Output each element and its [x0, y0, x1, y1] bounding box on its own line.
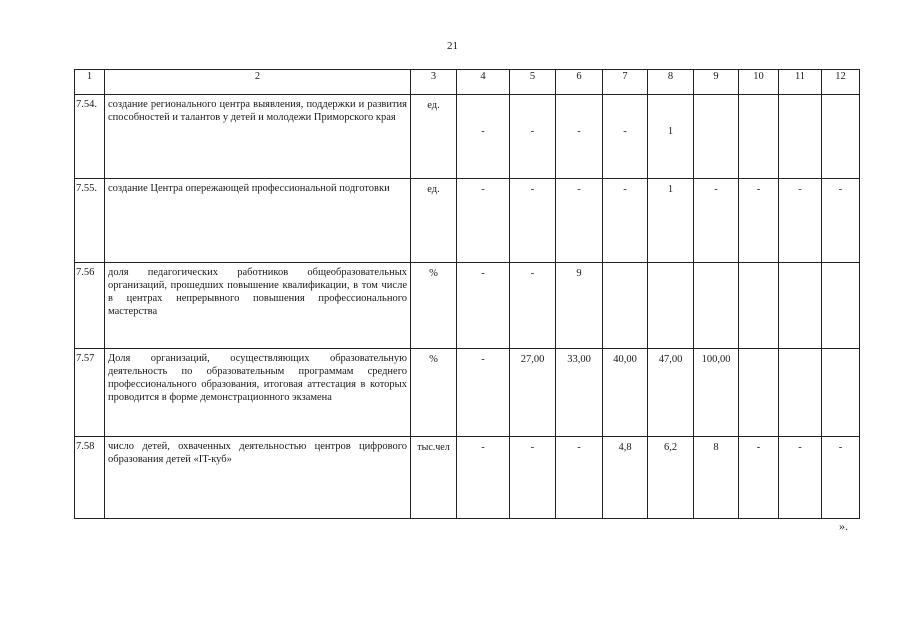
- unit-cell: ед.: [411, 179, 457, 263]
- value-cell: 1: [648, 95, 694, 179]
- row-number: 7.56: [75, 263, 105, 349]
- indicator-name: число детей, охваченных деятельностью центров цифрового образования детей «IT-куб»: [105, 437, 411, 519]
- column-header: 6: [556, 70, 603, 95]
- unit-cell: %: [411, 349, 457, 437]
- row-number: 7.55.: [75, 179, 105, 263]
- table-row: [75, 263, 860, 349]
- table-row: [75, 179, 860, 263]
- value-cell: -: [556, 437, 603, 519]
- value-cell: [739, 263, 779, 349]
- value-cell: -: [779, 179, 822, 263]
- value-cell: 1: [648, 179, 694, 263]
- table-row: [75, 349, 860, 437]
- table-header-row: [75, 70, 860, 95]
- value-cell: [822, 349, 860, 437]
- value-cell: -: [556, 179, 603, 263]
- value-cell: -: [556, 95, 603, 179]
- value-cell: -: [457, 437, 510, 519]
- value-cell: -: [822, 437, 860, 519]
- unit-cell: %: [411, 263, 457, 349]
- value-cell: 8: [694, 437, 739, 519]
- value-cell: 33,00: [556, 349, 603, 437]
- row-number: 7.58: [75, 437, 105, 519]
- value-cell: -: [457, 179, 510, 263]
- value-cell: 47,00: [648, 349, 694, 437]
- value-cell: -: [603, 95, 648, 179]
- value-cell: -: [510, 95, 556, 179]
- value-cell: -: [739, 437, 779, 519]
- column-header: 2: [105, 70, 411, 95]
- value-cell: 9: [556, 263, 603, 349]
- value-cell: [779, 349, 822, 437]
- indicator-name: доля педагогических работников общеобразовательных организаций, прошедших повышение квалификации, в том числе в центрах непрерывного повышения профессионального мастерства: [105, 263, 411, 349]
- indicator-name: создание регионального центра выявления, поддержки и развития способностей и талантов у детей и молодежи Приморского края: [105, 95, 411, 179]
- column-header: 4: [457, 70, 510, 95]
- closing-quote-mark: ».: [839, 519, 848, 533]
- value-cell: -: [779, 437, 822, 519]
- value-cell: 6,2: [648, 437, 694, 519]
- value-cell: [779, 263, 822, 349]
- table-row: [75, 95, 860, 179]
- value-cell: -: [739, 179, 779, 263]
- column-header: 5: [510, 70, 556, 95]
- value-cell: [739, 95, 779, 179]
- column-header: 12: [822, 70, 860, 95]
- value-cell: -: [457, 95, 510, 179]
- value-cell: -: [510, 437, 556, 519]
- value-cell: -: [457, 263, 510, 349]
- value-cell: [822, 95, 860, 179]
- column-header: 9: [694, 70, 739, 95]
- value-cell: -: [694, 179, 739, 263]
- indicator-name: создание Центра опережающей профессиональной подготовки: [105, 179, 411, 263]
- column-header: 8: [648, 70, 694, 95]
- value-cell: [739, 349, 779, 437]
- value-cell: 100,00: [694, 349, 739, 437]
- value-cell: -: [510, 263, 556, 349]
- page-number: 21: [447, 40, 458, 52]
- column-header: 11: [779, 70, 822, 95]
- column-header: 3: [411, 70, 457, 95]
- value-cell: [822, 263, 860, 349]
- value-cell: -: [603, 179, 648, 263]
- value-cell: -: [457, 349, 510, 437]
- indicator-name: Доля организаций, осуществляющих образовательную деятельность по образовательным программам среднего профессионального образования, итоговая аттестация в которых проводится в форме демонстрационного экзамена: [105, 349, 411, 437]
- value-cell: [648, 263, 694, 349]
- value-cell: -: [510, 179, 556, 263]
- indicators-table: [74, 69, 860, 519]
- table-row: [75, 437, 860, 519]
- row-number: 7.54.: [75, 95, 105, 179]
- value-cell: -: [822, 179, 860, 263]
- column-header: 10: [739, 70, 779, 95]
- value-cell: [694, 263, 739, 349]
- value-cell: 40,00: [603, 349, 648, 437]
- row-number: 7.57: [75, 349, 105, 437]
- value-cell: 27,00: [510, 349, 556, 437]
- column-header: 7: [603, 70, 648, 95]
- column-header: 1: [75, 70, 105, 95]
- value-cell: 4,8: [603, 437, 648, 519]
- unit-cell: ед.: [411, 95, 457, 179]
- value-cell: [779, 95, 822, 179]
- unit-cell: тыс.чел: [411, 437, 457, 519]
- value-cell: [603, 263, 648, 349]
- value-cell: [694, 95, 739, 179]
